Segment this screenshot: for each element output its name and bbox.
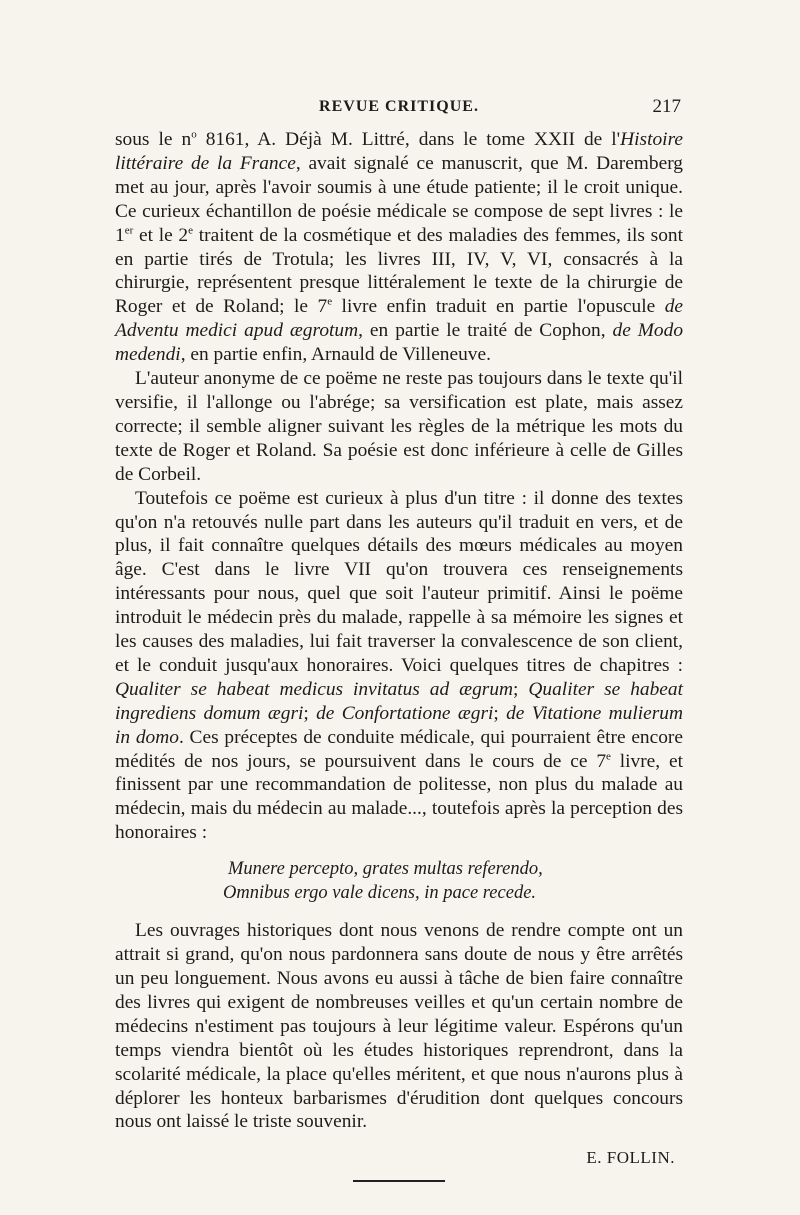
page-number: 217 [652,96,681,117]
body-text [115,128,683,1182]
italic-title: Qualiter se habeat ingrediens domum ægri [115,678,683,724]
text-run: . Ces préceptes de conduite médicale, qui pourraient être encore médités de nos jours, se poursuivent dans le cours de ce 7 [115,726,683,772]
running-title: REVUE CRITIQUE. [319,98,479,115]
text-run: , en partie enfin, Arnauld de Villeneuve. [180,344,491,366]
text-run: traitent de la cosmétique et des maladies des femmes, ils sont en partie tirés de Trotula; les livres III, IV, V, VI, consacrés à la chirurgie, représentent presque littéralement le texte de la chirurgie de Roger et de Roland; le 7 [115,224,684,318]
text-run: livre enfin traduit en partie l'opuscule [332,296,665,318]
text-run: , en partie le traité de Cophon, [358,320,613,342]
paragraph-3 [115,487,683,846]
text-run: , avait signalé ce manuscrit, que M. Daremberg met au jour, après l'avoir soumis à une étude patiente; il le croit unique. Ce curieux échantillon de poésie médicale se compose de sept livres : le 1 [115,152,683,246]
page-header [115,96,683,122]
italic-title: de Vitatione mulierum in domo [115,702,683,748]
paragraph-4: Les ouvrages historiques dont nous venons de rendre compte ont un attrait si grand, qu'on nous pardonnera sans doute de nous y être arrêtés un peu longuement. Nous avons eu aussi à tâche de bien faire connaître des livres qui exigent de nombreuses veilles et qu'un certain nombre de médecins n'estiment pas toujours à leur légitime valeur. Espérons qu'un temps viendra bientôt où les études historiques reprendront, dans la scolarité médicale, la place qu'elles méritent, et que nous n'aurons plus à déplorer les honteux barbarismes d'érudition dont quelques concours nous ont laissé le triste souvenir. [115,920,683,1133]
latin-verse [115,857,683,905]
superscript: o [191,128,197,141]
text-run: 8161, A. Déjà M. Littré, dans le tome XXII de l' [196,129,621,150]
superscript: e [606,750,611,763]
paragraph-1 [115,128,683,367]
verse-line-2: Omnibus ergo vale dicens, in pace recede. [223,883,537,904]
text-run: sous le n [115,129,192,150]
paragraph-2: L'auteur anonyme de ce poëme ne reste pas toujours dans le texte qu'il versifie, il l'allonge ou l'abrége; sa versification est plate, mais assez correcte; il semble aligner suivant les règles de la métrique les mots du texte de Roger et Roland. Sa poésie est donc inférieure à celle de Gilles de Corbeil. [115,368,683,485]
text-run: ; [513,678,529,700]
italic-title: Histoire littéraire de la France [115,129,683,174]
text-run: livre, et finissent par une recommandation de politesse, non plus du malade au médecin, mais du médecin au malade..., toutefois après la perception des honoraires : [115,750,683,844]
italic-title: Qualiter se habeat medicus invitatus ad ægrum [115,678,514,700]
italic-title: de Modo medendi [115,320,684,366]
text-run: Toutefois ce poëme est curieux à plus d'un titre : il donne des textes qu'on n'a retouvés nulle part dans les auteurs qu'il traduit en vers, et de plus, il fait connaître quelques détails des mœurs médicales au moyen âge. C'est dans le livre VII qu'on trouvera ces renseignements intéressants pour nous, quel que soit l'auteur primitif. Ainsi le poëme introduit le médecin près du malade, rappelle à sa mémoire les signes et les causes des maladies, lui fait traverser la convalescence de son client, et le conduit jusqu'aux honoraires. Voici quelques titres de chapitres : [115,487,683,676]
closing-rule [353,1180,445,1182]
text-run: ; [493,702,507,724]
text-run: et le 2 [133,224,189,246]
superscript: er [124,224,134,237]
superscript: e [327,295,333,308]
text-run: ; [303,702,317,724]
verse-line-1: Munere percepto, grates multas referendo, [228,859,543,880]
superscript: e [188,224,194,237]
italic-title: de Adventu medici apud ægrotum [115,296,683,342]
italic-title: de Confortatione ægri [316,702,494,724]
author-signature: E. FOLLIN. [586,1148,675,1168]
